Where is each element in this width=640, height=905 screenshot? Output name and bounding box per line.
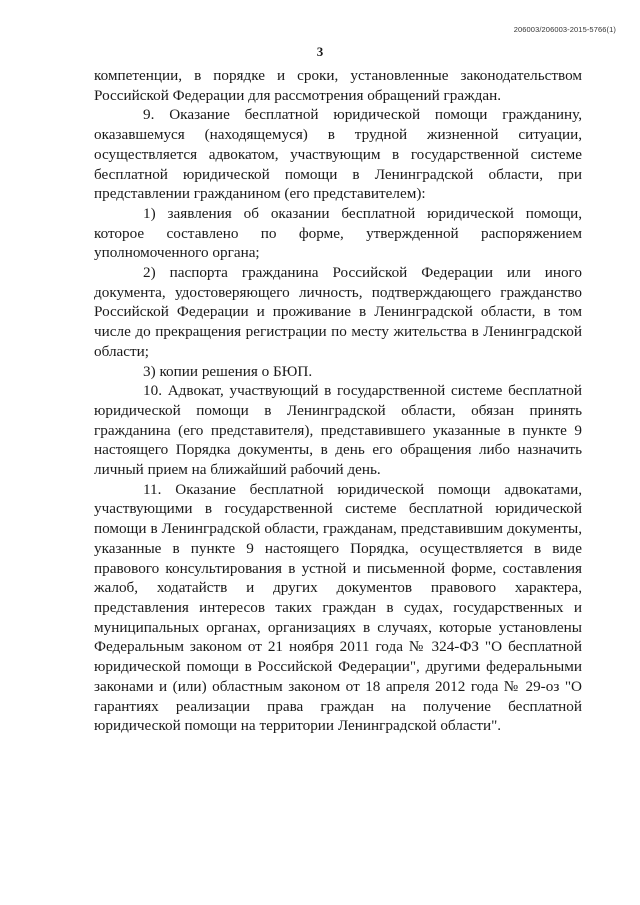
paragraph: 2) паспорта гражданина Российской Федерации или иного документа, удостоверяющего личность, подтверждающего гражданство Российской Федерации и проживание в Ленинградской области, в том числе до прекращения регистрации по месту жительства в Ленинградской области; (94, 264, 582, 360)
paragraph: 1) заявления об оказании бесплатной юридической помощи, которое составлено по форме, утвержденной распоряжением уполномоченного органа; (94, 204, 582, 262)
paragraph: 10. Адвокат, участвующий в государственной системе бесплатной юридической помощи в Ленинградской области, обязан принять гражданина (его представителя), представившего указанные в пункте 9 настоящего Порядка документы, в день его обращения либо назначить личный прием на ближайший рабочий день. (94, 382, 582, 479)
paragraph: компетенции, в порядке и сроки, установленные законодательством Российской Федерации для рассмотрения обращений граждан. (94, 67, 582, 104)
paragraph: 3) копии решения о БЮП. (143, 362, 313, 380)
paragraph: 9. Оказание бесплатной юридической помощи гражданину, оказавшемуся (находящемуся) в трудной жизненной ситуации, осуществляется адвокатом, участвующим в государственной системе бесплатной юридической помощи в Ленинградской области, при представлении гражданином (его представителем): (94, 106, 582, 203)
document-body (94, 66, 582, 736)
paragraph: 11. Оказание бесплатной юридической помощи адвокатами, участвующими в государственной системе бесплатной юридической помощи в Ленинградской области, гражданам, представившим документы, указанные в пункте 9 настоящего Порядка, осуществляется в виде правового консультирования в устной и письменной форме, составления жалоб, ходатайств и других документов правового характера, представления интересов таких граждан в судах, государственных и муниципальных органах, организациях в случаях, которые установлены Федеральным законом от 21 ноября 2011 года № 324-ФЗ "О бесплатной юридической помощи в Российской Федерации", другими федеральными законами и (или) областным законом от 18 апреля 2012 года № 29-оз "О гарантиях реализации права граждан на получение бесплатной юридической помощи на территории Ленинградской области". (94, 480, 582, 735)
page-number: 3 (316, 44, 324, 59)
document-id: 206003/206003-2015-5766(1) (513, 25, 616, 34)
